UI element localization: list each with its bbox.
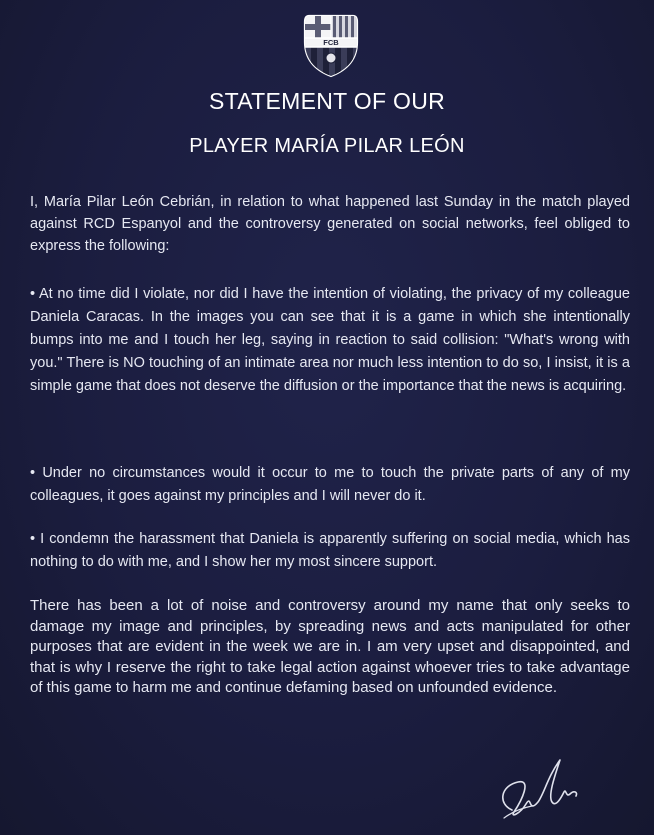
statement-title-line-2: PLAYER MARÍA PILAR LEÓN xyxy=(189,135,465,157)
handwritten-signature-icon xyxy=(492,752,584,822)
statement-title-line-1: STATEMENT OF OUR xyxy=(208,88,446,114)
fcb-crest-icon xyxy=(303,12,359,78)
bullet-paragraph-principles: • Under no circumstances would it occur to me to touch the private parts of any of my colleagues, it goes against my principles and I will never do it. xyxy=(30,465,630,504)
bullet-paragraph-support: • I condemn the harassment that Daniela is apparently suffering on social media, which has nothing to do with me, and I show her my most sincere support. xyxy=(30,531,630,570)
closing-paragraph: There has been a lot of noise and controversy around my name that only seeks to damage my image and principles, by spreading news and acts manipulated for other purposes that are evident in the week we are in. I am very upset and disappointed, and that is why I reserve the right to take legal action against whoever tries to take advantage of this game to harm me and continue defaming based on unfounded evidence. xyxy=(30,597,630,696)
bullet-paragraph-privacy: • At no time did I violate, nor did I have the intention of violating, the privacy of my colleague Daniela Caracas. In the images you can see that it is a game in which she intentionally bumps into me and I touch her leg, saying in reaction to said collision: "What's wrong with you." There is NO touching of an intimate area nor much less intention to do so, I insist, it is a simple game that does not deserve the diffusion or the importance that the news is acquiring. xyxy=(30,286,630,394)
intro-paragraph: I, María Pilar León Cebrián, in relation to what happened last Sunday in the match played against RCD Espanyol and the controversy generated on social networks, feel obliged to express the following: xyxy=(30,194,630,254)
crest-label: FCB xyxy=(323,38,339,48)
